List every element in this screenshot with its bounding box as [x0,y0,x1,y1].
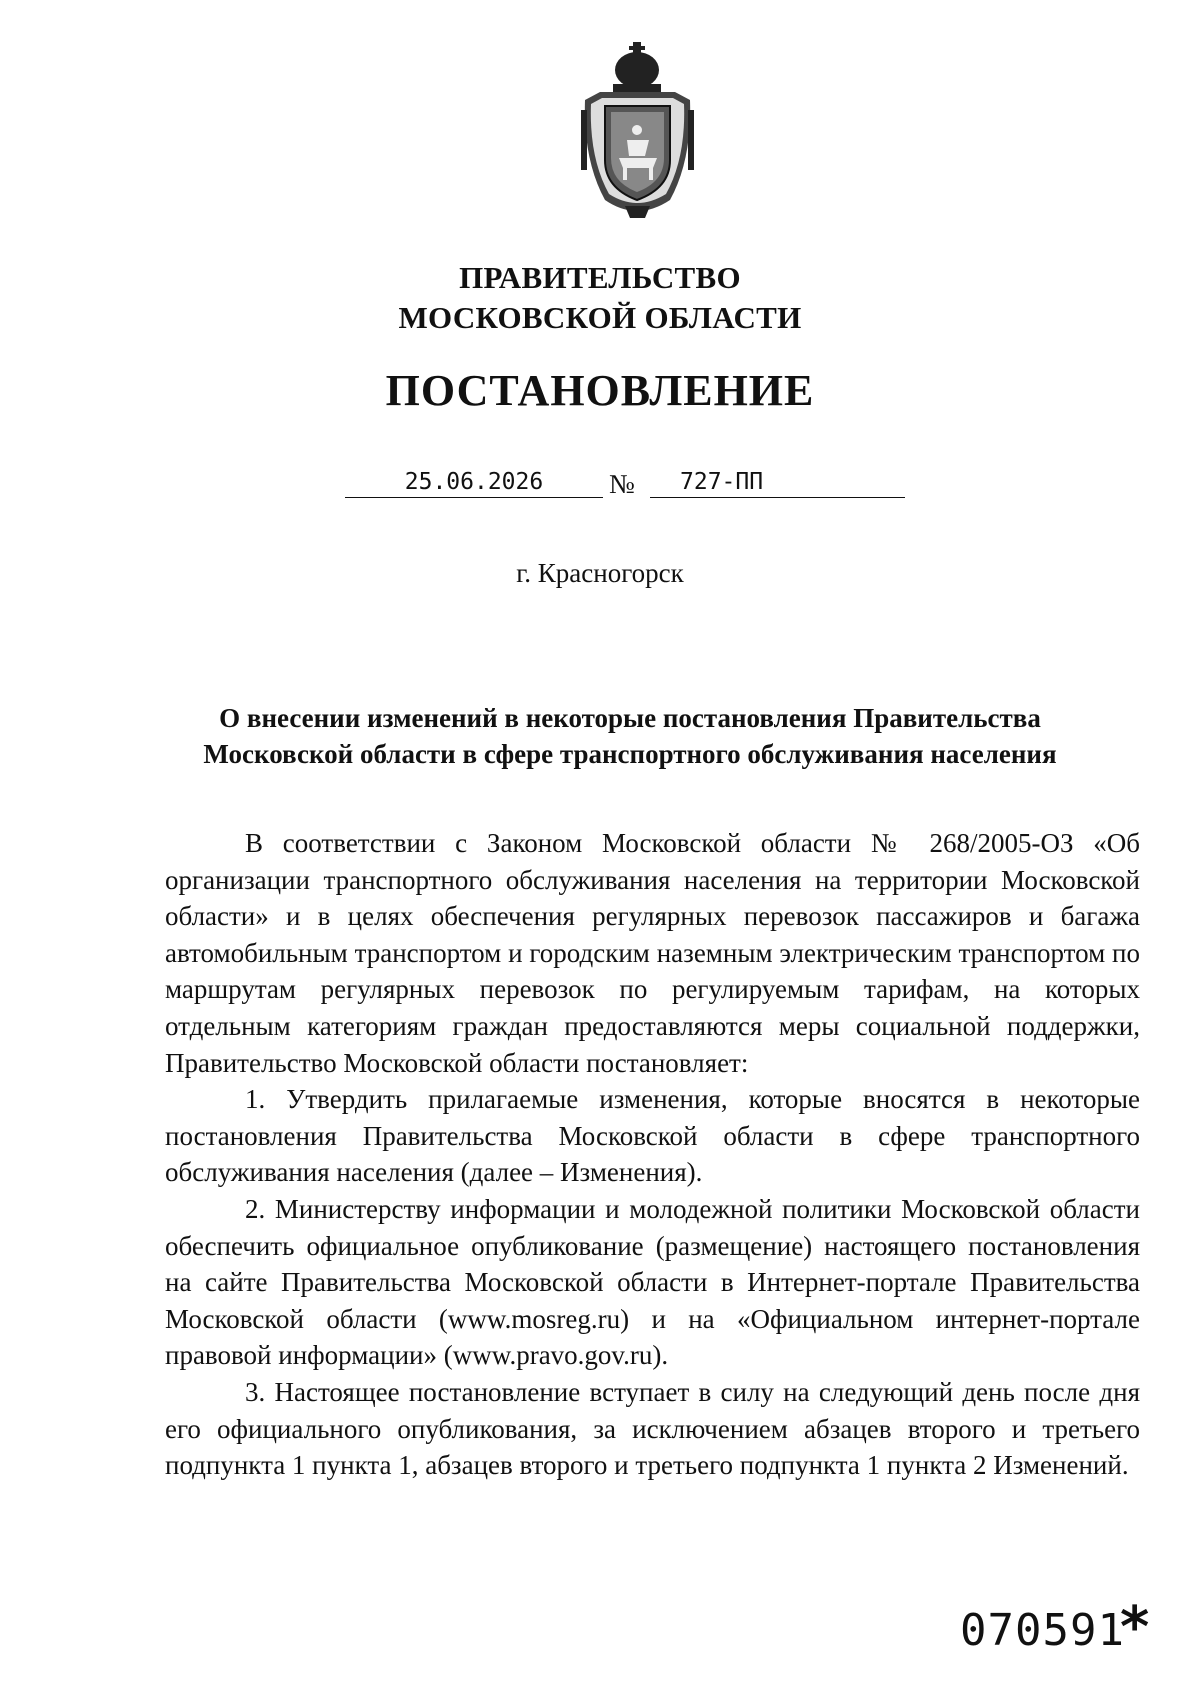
document-number: 727-ПП [650,469,905,498]
serial-number: 070591 [960,1605,1125,1656]
document-date: 25.06.2026 [345,469,603,498]
government-name-line1: ПРАВИТЕЛЬСТВО [459,260,741,295]
clause-1: 1. Утвердить прилагаемые изменения, которые вносятся в некоторые постановления Правительства Московской области в сфере транспортного обслуживания населения (далее – Изменения). [165,1084,1140,1188]
city: г. Красногорск [516,558,684,588]
document-title: О внесении изменений в некоторые постановления Правительства Московской области в сфере транспортного обслуживания населения [203,703,1057,769]
registration-line [345,462,905,502]
government-name [0,258,1200,338]
document-type: ПОСТАНОВЛЕНИЕ [385,366,815,415]
number-sign: № [609,469,635,499]
coat-of-arms-icon [575,40,700,220]
document-body [165,825,1140,1484]
government-name-line2: МОСКОВСКОЙ ОБЛАСТИ [398,300,802,335]
clause-3: 3. Настоящее постановление вступает в силу на следующий день после дня его официального опубликования, за исключением абзацев второго и третьего подпункта 1 пункта 1, абзацев второго и третьего подпункта 1 пункта 2 Изменений. [165,1376,1140,1481]
clause-2: 2. Министерству информации и молодежной политики Московской области обеспечить официальное опубликование (размещение) настоящего постановления на сайте Правительства Московской области в Интернет-портале Правительства Московской области (www.mosreg.ru) и на «Официальном интернет-портале правовой информации» (www.pravo.gov.ru). [165,1193,1140,1371]
preamble-paragraph: В соответствии с Законом Московской области № 268/2005-ОЗ «Об организации транспортного обслуживания населения на территории Московской области» и в целях обеспечения регулярных перевозок пассажиров и багажа автомобильным транспортом и городским наземным электрическим транспортом по маршрутам регулярных перевозок по регулируемым тарифам, на которых отдельным категориям граждан предоставляются меры социальной поддержки, Правительство Московской области постановляет: [165,828,1140,1078]
asterisk-mark: * [1120,1595,1150,1660]
